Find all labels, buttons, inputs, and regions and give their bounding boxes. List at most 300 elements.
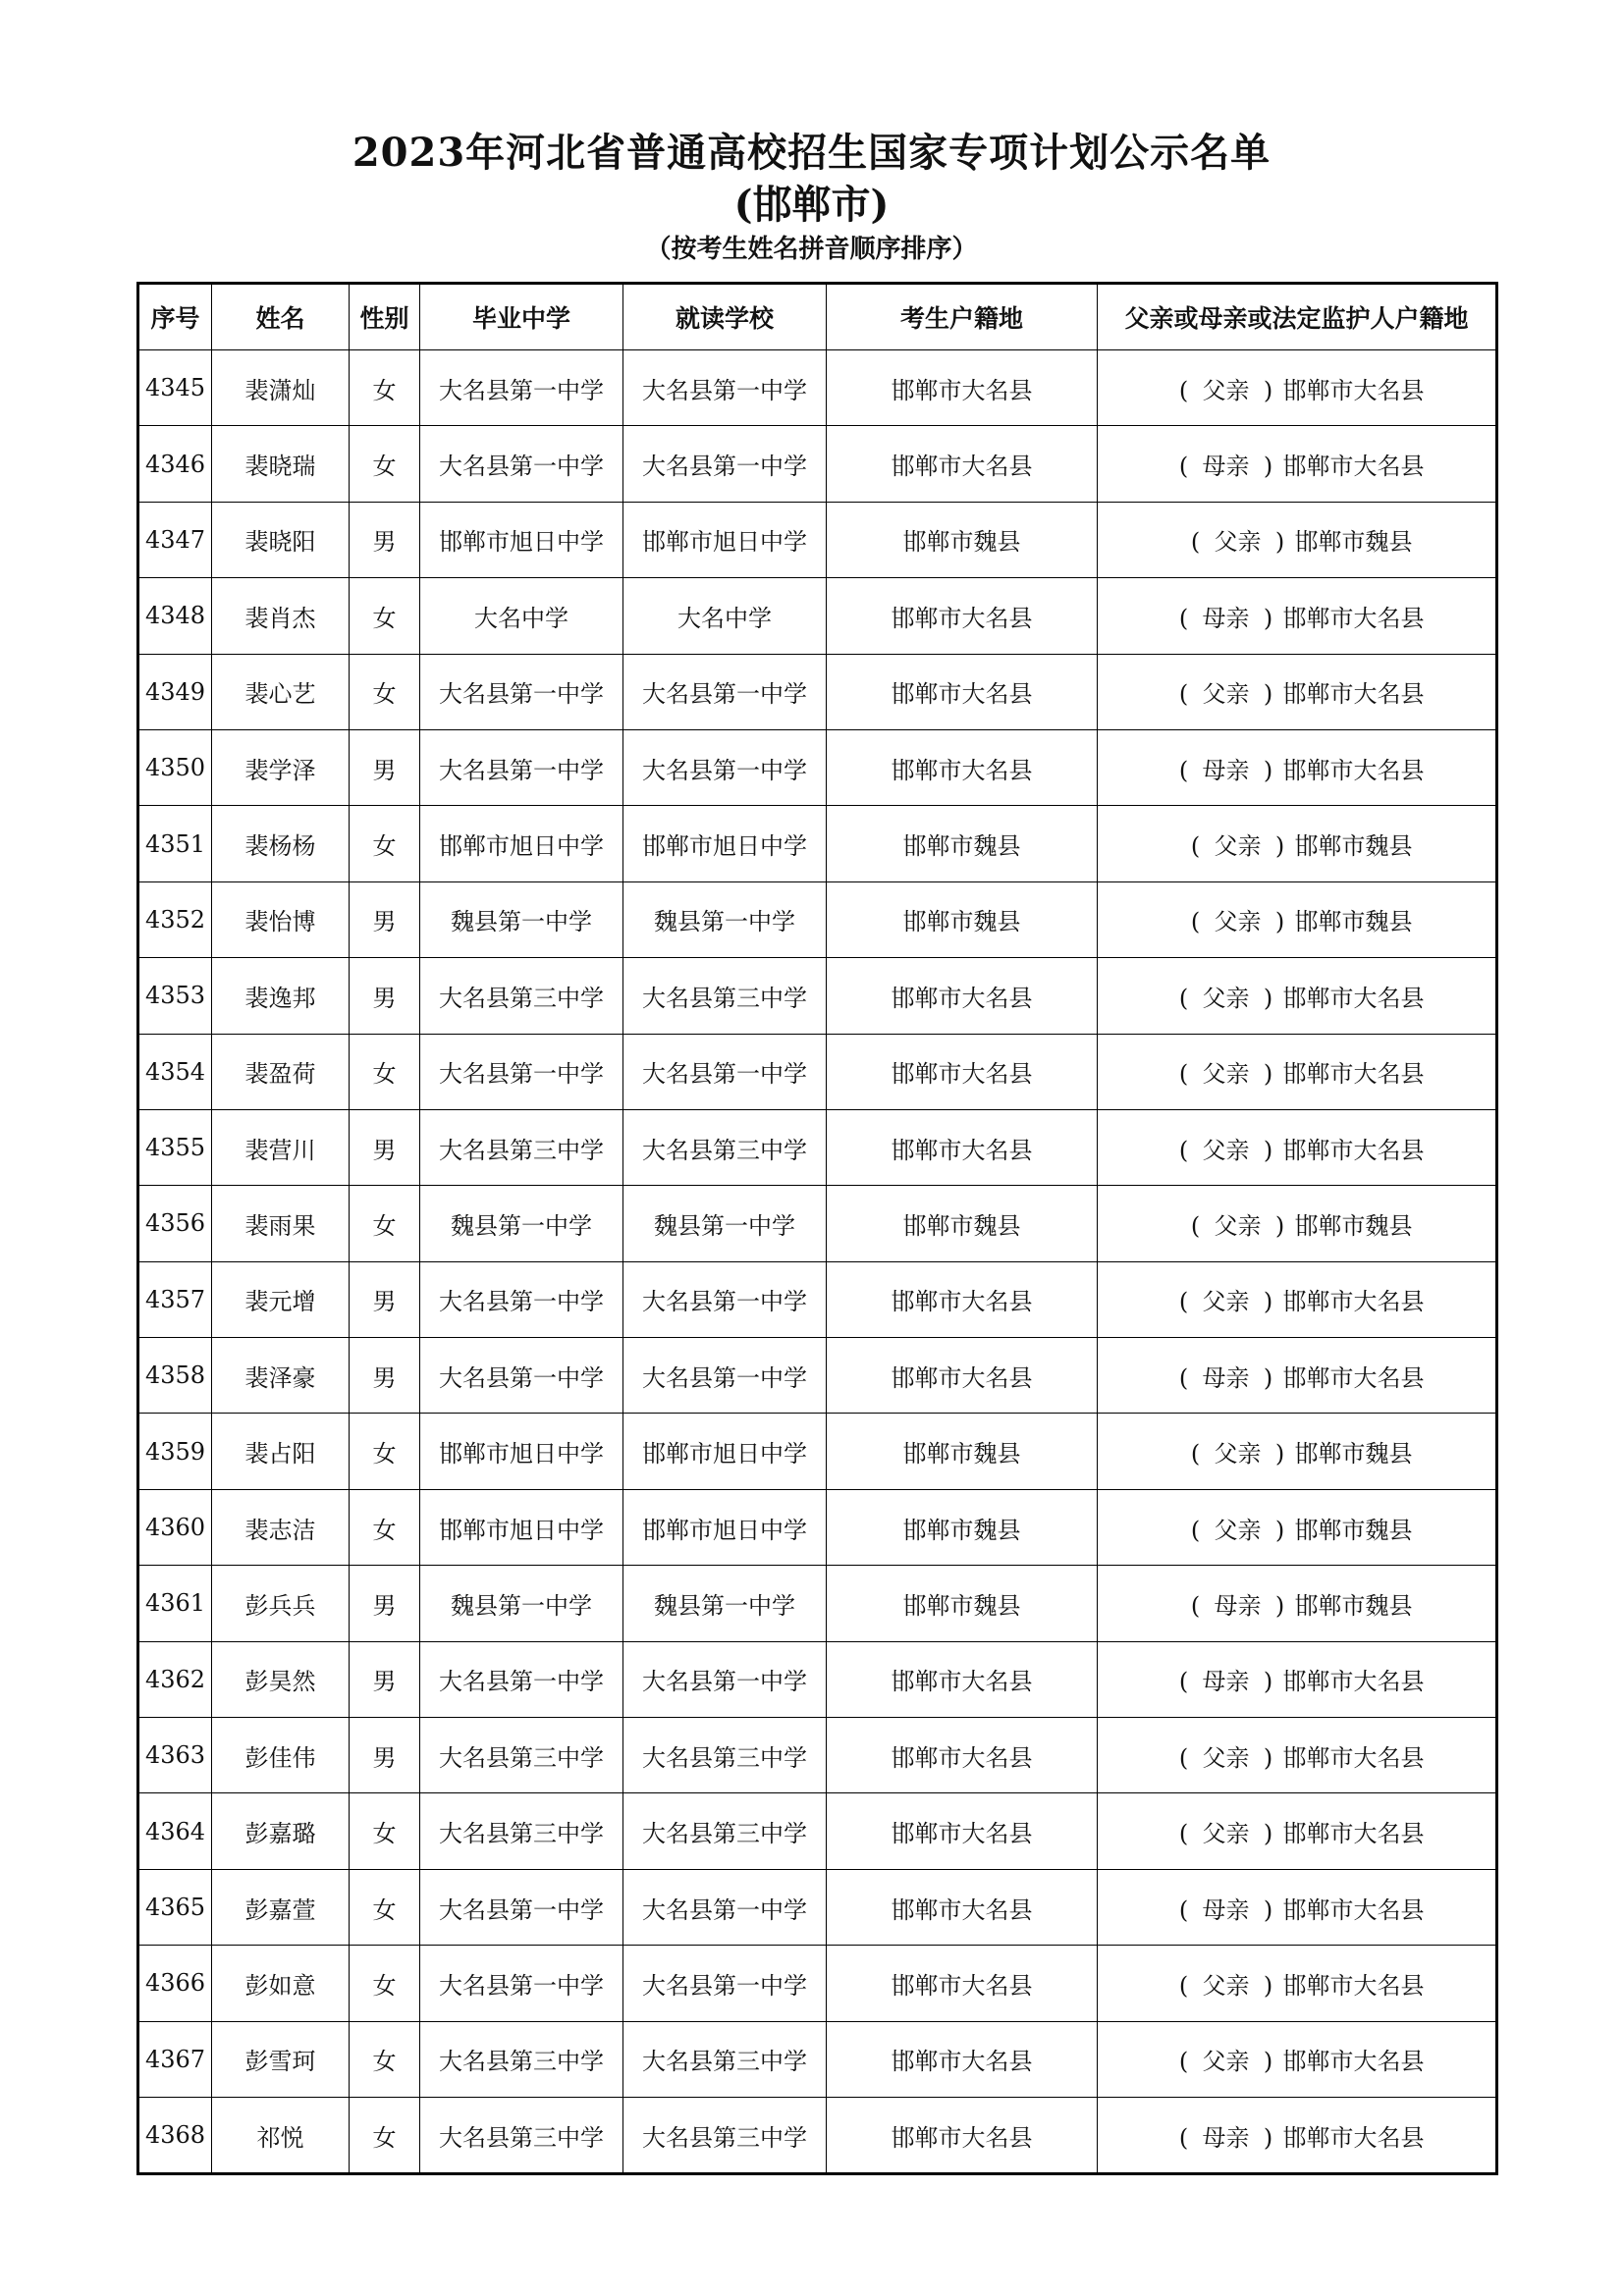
cell-guardian-household [1098,502,1497,577]
guardian-relation: 父亲 [1214,528,1262,557]
guardian-relation: 父亲 [1202,1820,1250,1848]
table-row [138,1109,1497,1185]
paren-open: ( [1178,756,1189,784]
cell-household: 邯郸市大名县 [827,578,1098,654]
cell-name: 裴逸邦 [212,958,350,1034]
guardian-relation: 母亲 [1202,1668,1250,1696]
guardian-place: 邯郸市大名县 [1282,1896,1425,1924]
table-row [138,2097,1497,2173]
region-subtitle: (邯郸市) [733,182,890,228]
cell-household: 邯郸市魏县 [827,1489,1098,1565]
cell-id: 4368 [138,2097,212,2173]
cell-name: 裴雨果 [212,1186,350,1261]
cell-id: 4356 [138,1186,212,1261]
cell-current-school: 大名中学 [623,578,827,654]
cell-grad-school: 大名县第一中学 [420,1034,623,1109]
cell-household: 邯郸市魏县 [827,1186,1098,1261]
guardian-place: 邯郸市魏县 [1294,832,1413,861]
cell-name: 裴占阳 [212,1414,350,1489]
guardian-place: 邯郸市魏县 [1294,908,1413,936]
cell-name: 裴杨杨 [212,806,350,881]
cell-household: 邯郸市魏县 [827,806,1098,881]
cell-guardian-household [1098,881,1497,957]
paren-open: ( [1190,1211,1201,1240]
guardian-relation: 父亲 [1214,1516,1262,1544]
paren-open: ( [1178,453,1189,481]
paren-open: ( [1178,604,1189,632]
guardian-place: 邯郸市魏县 [1294,1591,1413,1620]
guardian-place: 邯郸市大名县 [1282,1136,1425,1164]
cell-household: 邯郸市魏县 [827,1566,1098,1641]
cell-grad-school: 魏县第一中学 [420,881,623,957]
paren-open: ( [1178,1896,1189,1924]
guardian-place: 邯郸市魏县 [1294,1516,1413,1544]
cell-name: 彭昊然 [212,1641,350,1717]
table-row [138,1338,1497,1414]
cell-grad-school: 大名县第三中学 [420,2021,623,2097]
cell-current-school: 邯郸市旭日中学 [623,1489,827,1565]
guardian-place: 邯郸市大名县 [1282,1288,1425,1316]
guardian-place: 邯郸市大名县 [1282,1668,1425,1696]
guardian-relation: 父亲 [1214,1211,1262,1240]
cell-grad-school: 大名县第一中学 [420,1946,623,2021]
cell-current-school: 邯郸市旭日中学 [623,1414,827,1489]
cell-current-school: 大名县第三中学 [623,1793,827,1869]
cell-grad-school: 邯郸市旭日中学 [420,1489,623,1565]
cell-id: 4358 [138,1338,212,1414]
paren-open: ( [1190,1591,1201,1620]
cell-grad-school: 大名中学 [420,578,623,654]
cell-gender: 女 [350,578,420,654]
guardian-place: 邯郸市大名县 [1282,2048,1425,2076]
cell-name: 裴心艺 [212,654,350,729]
guardian-place: 邯郸市大名县 [1282,1743,1425,1772]
paren-close: ) [1263,1743,1273,1772]
guardian-relation: 父亲 [1202,680,1250,709]
paren-close: ) [1263,1896,1273,1924]
guardian-relation: 父亲 [1202,1136,1250,1164]
table-row [138,1566,1497,1641]
paren-close: ) [1263,1288,1273,1316]
cell-guardian-household [1098,1793,1497,1869]
cell-household: 邯郸市大名县 [827,1946,1098,2021]
header-household: 考生户籍地 [827,284,1098,350]
paren-close: ) [1263,1820,1273,1848]
paren-close: ) [1274,1211,1285,1240]
paren-close: ) [1274,1591,1285,1620]
cell-current-school: 大名县第一中学 [623,1641,827,1717]
cell-gender: 女 [350,1869,420,1945]
paren-close: ) [1263,1971,1273,2000]
cell-id: 4364 [138,1793,212,1869]
guardian-place: 邯郸市大名县 [1282,1820,1425,1848]
paren-open: ( [1178,1668,1189,1696]
cell-name: 裴晓阳 [212,502,350,577]
cell-current-school: 大名县第一中学 [623,426,827,502]
cell-current-school: 大名县第一中学 [623,654,827,729]
cell-grad-school: 魏县第一中学 [420,1566,623,1641]
cell-id: 4365 [138,1869,212,1945]
cell-guardian-household [1098,1946,1497,2021]
cell-gender: 男 [350,1718,420,1793]
header-grad-school: 毕业中学 [420,284,623,350]
cell-guardian-household [1098,426,1497,502]
paren-open: ( [1178,1820,1189,1848]
table-row [138,881,1497,957]
guardian-relation: 父亲 [1202,1743,1250,1772]
document-title: 2023年河北省普通高校招生国家专项计划公示名单 [352,130,1271,176]
cell-name: 裴怡博 [212,881,350,957]
cell-current-school: 大名县第三中学 [623,1109,827,1185]
cell-id: 4363 [138,1718,212,1793]
table-row [138,1414,1497,1489]
cell-guardian-household [1098,578,1497,654]
guardian-relation: 母亲 [1202,1896,1250,1924]
header-id: 序号 [138,284,212,350]
table-row [138,806,1497,881]
cell-household: 邯郸市大名县 [827,1793,1098,1869]
table-row [138,426,1497,502]
cell-current-school: 大名县第一中学 [623,1869,827,1945]
cell-gender: 男 [350,1641,420,1717]
cell-grad-school: 魏县第一中学 [420,1186,623,1261]
paren-open: ( [1190,1516,1201,1544]
cell-name: 彭嘉萱 [212,1869,350,1945]
cell-current-school: 大名县第三中学 [623,1718,827,1793]
cell-household: 邯郸市大名县 [827,426,1098,502]
cell-current-school: 邯郸市旭日中学 [623,806,827,881]
cell-household: 邯郸市大名县 [827,1034,1098,1109]
paren-close: ) [1263,1060,1273,1089]
cell-current-school: 大名县第一中学 [623,729,827,805]
table-row [138,1489,1497,1565]
guardian-relation: 父亲 [1214,908,1262,936]
cell-current-school: 大名县第一中学 [623,1338,827,1414]
cell-current-school: 大名县第三中学 [623,958,827,1034]
cell-gender: 男 [350,729,420,805]
guardian-relation: 母亲 [1202,1363,1250,1392]
cell-name: 裴学泽 [212,729,350,805]
cell-name: 裴泽豪 [212,1338,350,1414]
cell-guardian-household [1098,1869,1497,1945]
cell-id: 4350 [138,729,212,805]
cell-guardian-household [1098,1034,1497,1109]
cell-grad-school: 大名县第一中学 [420,729,623,805]
cell-id: 4348 [138,578,212,654]
cell-current-school: 大名县第一中学 [623,1261,827,1337]
paren-open: ( [1190,832,1201,861]
cell-id: 4346 [138,426,212,502]
table-row [138,958,1497,1034]
paren-close: ) [1274,1440,1285,1468]
cell-household: 邯郸市大名县 [827,1641,1098,1717]
paren-open: ( [1178,1363,1189,1392]
paren-close: ) [1263,2048,1273,2076]
paren-close: ) [1274,528,1285,557]
header-guardian-household: 父亲或母亲或法定监护人户籍地 [1098,284,1497,350]
table-row [138,1641,1497,1717]
paren-open: ( [1178,2123,1189,2152]
table-row [138,1034,1497,1109]
roster-table [136,282,1498,2175]
cell-grad-school: 邯郸市旭日中学 [420,1414,623,1489]
paren-open: ( [1178,2048,1189,2076]
table-row [138,654,1497,729]
cell-grad-school: 大名县第一中学 [420,1869,623,1945]
cell-gender: 女 [350,2021,420,2097]
cell-grad-school: 邯郸市旭日中学 [420,806,623,881]
cell-id: 4345 [138,350,212,426]
table-header-row [138,284,1497,350]
cell-name: 裴晓瑞 [212,426,350,502]
cell-id: 4351 [138,806,212,881]
cell-gender: 女 [350,1414,420,1489]
paren-close: ) [1263,453,1273,481]
cell-household: 邯郸市大名县 [827,1869,1098,1945]
cell-id: 4362 [138,1641,212,1717]
cell-gender: 女 [350,2097,420,2173]
cell-gender: 男 [350,1338,420,1414]
cell-guardian-household [1098,1338,1497,1414]
cell-guardian-household [1098,1414,1497,1489]
cell-gender: 女 [350,1034,420,1109]
table-row [138,1793,1497,1869]
cell-guardian-household [1098,1718,1497,1793]
paren-open: ( [1178,1971,1189,2000]
cell-grad-school: 大名县第一中学 [420,426,623,502]
cell-id: 4360 [138,1489,212,1565]
paren-close: ) [1274,1516,1285,1544]
cell-guardian-household [1098,1109,1497,1185]
guardian-relation: 父亲 [1202,984,1250,1012]
cell-guardian-household [1098,2021,1497,2097]
cell-gender: 女 [350,1946,420,2021]
guardian-relation: 父亲 [1214,1440,1262,1468]
cell-household: 邯郸市大名县 [827,654,1098,729]
header-current-school: 就读学校 [623,284,827,350]
header-gender: 性别 [350,284,420,350]
table-row [138,578,1497,654]
document-header [0,126,1623,267]
table-row [138,729,1497,805]
cell-gender: 女 [350,1793,420,1869]
header-name: 姓名 [212,284,350,350]
paren-close: ) [1263,984,1273,1012]
guardian-relation: 父亲 [1202,376,1250,404]
cell-name: 裴元增 [212,1261,350,1337]
paren-close: ) [1263,1668,1273,1696]
cell-name: 彭雪珂 [212,2021,350,2097]
cell-guardian-household [1098,729,1497,805]
cell-grad-school: 邯郸市旭日中学 [420,502,623,577]
cell-gender: 男 [350,1261,420,1337]
cell-name: 祁悦 [212,2097,350,2173]
guardian-place: 邯郸市大名县 [1282,984,1425,1012]
cell-name: 彭如意 [212,1946,350,2021]
guardian-relation: 父亲 [1214,832,1262,861]
cell-household: 邯郸市大名县 [827,1718,1098,1793]
cell-id: 4354 [138,1034,212,1109]
cell-household: 邯郸市魏县 [827,502,1098,577]
cell-guardian-household [1098,1186,1497,1261]
cell-guardian-household [1098,1566,1497,1641]
cell-gender: 男 [350,958,420,1034]
paren-close: ) [1274,908,1285,936]
table-row [138,1946,1497,2021]
cell-id: 4357 [138,1261,212,1337]
cell-gender: 男 [350,502,420,577]
cell-current-school: 魏县第一中学 [623,881,827,957]
cell-grad-school: 大名县第三中学 [420,1109,623,1185]
cell-guardian-household [1098,1261,1497,1337]
cell-name: 彭佳伟 [212,1718,350,1793]
cell-id: 4359 [138,1414,212,1489]
paren-open: ( [1178,1743,1189,1772]
guardian-place: 邯郸市魏县 [1294,1440,1413,1468]
guardian-place: 邯郸市魏县 [1294,1211,1413,1240]
cell-gender: 女 [350,350,420,426]
cell-name: 裴肖杰 [212,578,350,654]
table-row [138,502,1497,577]
table-row [138,1869,1497,1945]
guardian-place: 邯郸市大名县 [1282,1363,1425,1392]
cell-gender: 女 [350,806,420,881]
guardian-relation: 父亲 [1202,1971,1250,2000]
guardian-relation: 母亲 [1202,604,1250,632]
guardian-relation: 父亲 [1202,1060,1250,1089]
paren-open: ( [1178,984,1189,1012]
cell-gender: 女 [350,426,420,502]
cell-current-school: 邯郸市旭日中学 [623,502,827,577]
table-body [138,350,1497,2174]
guardian-place: 邯郸市大名县 [1282,2123,1425,2152]
cell-grad-school: 大名县第三中学 [420,1793,623,1869]
guardian-place: 邯郸市大名县 [1282,680,1425,709]
guardian-place: 邯郸市大名县 [1282,376,1425,404]
cell-grad-school: 大名县第一中学 [420,350,623,426]
paren-open: ( [1178,680,1189,709]
cell-id: 4347 [138,502,212,577]
cell-name: 彭嘉璐 [212,1793,350,1869]
cell-household: 邯郸市魏县 [827,881,1098,957]
cell-id: 4366 [138,1946,212,2021]
cell-id: 4355 [138,1109,212,1185]
guardian-relation: 母亲 [1214,1591,1262,1620]
cell-household: 邯郸市大名县 [827,1338,1098,1414]
guardian-place: 邯郸市大名县 [1282,453,1425,481]
guardian-place: 邯郸市大名县 [1282,1971,1425,2000]
cell-gender: 女 [350,654,420,729]
cell-household: 邯郸市魏县 [827,1414,1098,1489]
paren-close: ) [1263,756,1273,784]
guardian-place: 邯郸市大名县 [1282,756,1425,784]
cell-household: 邯郸市大名县 [827,2021,1098,2097]
cell-household: 邯郸市大名县 [827,729,1098,805]
cell-guardian-household [1098,654,1497,729]
cell-id: 4367 [138,2021,212,2097]
paren-close: ) [1263,1136,1273,1164]
guardian-relation: 父亲 [1202,1288,1250,1316]
cell-grad-school: 大名县第三中学 [420,2097,623,2173]
cell-current-school: 大名县第一中学 [623,1034,827,1109]
guardian-relation: 父亲 [1202,2048,1250,2076]
cell-id: 4349 [138,654,212,729]
paren-close: ) [1263,2123,1273,2152]
cell-gender: 女 [350,1186,420,1261]
cell-gender: 男 [350,1566,420,1641]
cell-id: 4361 [138,1566,212,1641]
paren-open: ( [1190,908,1201,936]
cell-grad-school: 大名县第三中学 [420,1718,623,1793]
cell-household: 邯郸市大名县 [827,350,1098,426]
cell-grad-school: 大名县第三中学 [420,958,623,1034]
cell-grad-school: 大名县第一中学 [420,1338,623,1414]
cell-guardian-household [1098,958,1497,1034]
cell-grad-school: 大名县第一中学 [420,1641,623,1717]
sort-note: （按考生姓名拼音顺序排序） [645,235,978,264]
paren-close: ) [1274,832,1285,861]
cell-household: 邯郸市大名县 [827,958,1098,1034]
cell-gender: 男 [350,1109,420,1185]
paren-close: ) [1263,1363,1273,1392]
cell-current-school: 大名县第一中学 [623,1946,827,2021]
cell-grad-school: 大名县第一中学 [420,1261,623,1337]
paren-open: ( [1178,1288,1189,1316]
table-row [138,2021,1497,2097]
paren-open: ( [1190,1440,1201,1468]
guardian-place: 邯郸市魏县 [1294,528,1413,557]
paren-close: ) [1263,680,1273,709]
cell-current-school: 大名县第三中学 [623,2097,827,2173]
cell-id: 4352 [138,881,212,957]
table-row [138,350,1497,426]
cell-gender: 女 [350,1489,420,1565]
guardian-relation: 母亲 [1202,453,1250,481]
cell-household: 邯郸市大名县 [827,2097,1098,2173]
cell-name: 裴志洁 [212,1489,350,1565]
cell-id: 4353 [138,958,212,1034]
table-row [138,1718,1497,1793]
cell-guardian-household [1098,350,1497,426]
cell-current-school: 大名县第一中学 [623,350,827,426]
guardian-relation: 母亲 [1202,756,1250,784]
cell-gender: 男 [350,881,420,957]
cell-name: 裴盈荷 [212,1034,350,1109]
cell-guardian-household [1098,1641,1497,1717]
cell-guardian-household [1098,806,1497,881]
paren-open: ( [1178,1060,1189,1089]
cell-guardian-household [1098,2097,1497,2173]
cell-grad-school: 大名县第一中学 [420,654,623,729]
cell-name: 彭兵兵 [212,1566,350,1641]
cell-current-school: 大名县第三中学 [623,2021,827,2097]
cell-current-school: 魏县第一中学 [623,1186,827,1261]
table-row [138,1261,1497,1337]
cell-guardian-household [1098,1489,1497,1565]
cell-name: 裴潇灿 [212,350,350,426]
cell-current-school: 魏县第一中学 [623,1566,827,1641]
guardian-relation: 母亲 [1202,2123,1250,2152]
cell-household: 邯郸市大名县 [827,1261,1098,1337]
paren-close: ) [1263,604,1273,632]
paren-close: ) [1263,376,1273,404]
paren-open: ( [1178,1136,1189,1164]
cell-name: 裴营川 [212,1109,350,1185]
cell-household: 邯郸市大名县 [827,1109,1098,1185]
paren-open: ( [1190,528,1201,557]
guardian-place: 邯郸市大名县 [1282,1060,1425,1089]
paren-open: ( [1178,376,1189,404]
